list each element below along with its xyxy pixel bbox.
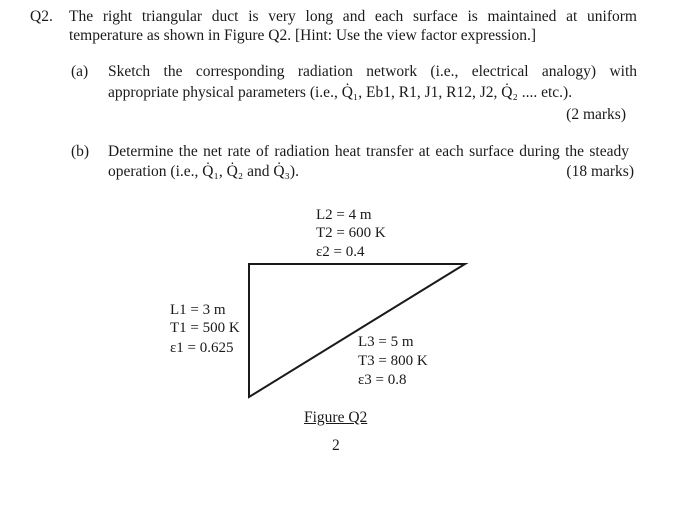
part-b-label: (b): [71, 143, 90, 160]
page-number: 2: [332, 437, 340, 454]
surface3-length: L3 = 5 m: [358, 334, 414, 350]
part-a-marks: (2 marks): [566, 106, 626, 123]
figure-caption: Figure Q2: [304, 409, 368, 426]
surface2-temperature: T2 = 600 K: [316, 225, 386, 241]
surface1-temperature: T1 = 500 K: [170, 320, 240, 336]
surface3-temperature: T3 = 800 K: [358, 353, 428, 369]
surface2-length: L2 = 4 m: [316, 207, 372, 223]
duct-triangle: [249, 264, 465, 397]
surface2-emissivity: ε2 = 0.4: [316, 244, 365, 260]
part-b-line-1: Determine the net rate of radiation heat transfer at each surface during the steady: [108, 143, 629, 160]
surface3-emissivity: ε3 = 0.8: [358, 372, 407, 388]
question-number: Q2.: [30, 8, 53, 25]
part-b-line-2: operation (i.e., Q̇₁, Q̇₂ and Q̇₃).: [108, 163, 299, 180]
part-a-label: (a): [71, 63, 89, 80]
part-a-line-1: Sketch the corresponding radiation network (i.e., electrical analogy) with: [108, 63, 637, 80]
question-line-1: The right triangular duct is very long and each surface is maintained at uniform: [69, 8, 637, 25]
question-line-2: temperature as shown in Figure Q2. [Hint: Use the view factor expression.]: [69, 27, 537, 44]
surface1-length: L1 = 3 m: [170, 302, 226, 318]
part-b-marks: (18 marks): [566, 163, 634, 180]
part-a-line-2: appropriate physical parameters (i.e., Q̇₁, Eb1, R1, J1, R12, J2, Q̇₂ .... etc.).: [108, 84, 573, 101]
surface1-emissivity: ε1 = 0.625: [170, 340, 234, 356]
